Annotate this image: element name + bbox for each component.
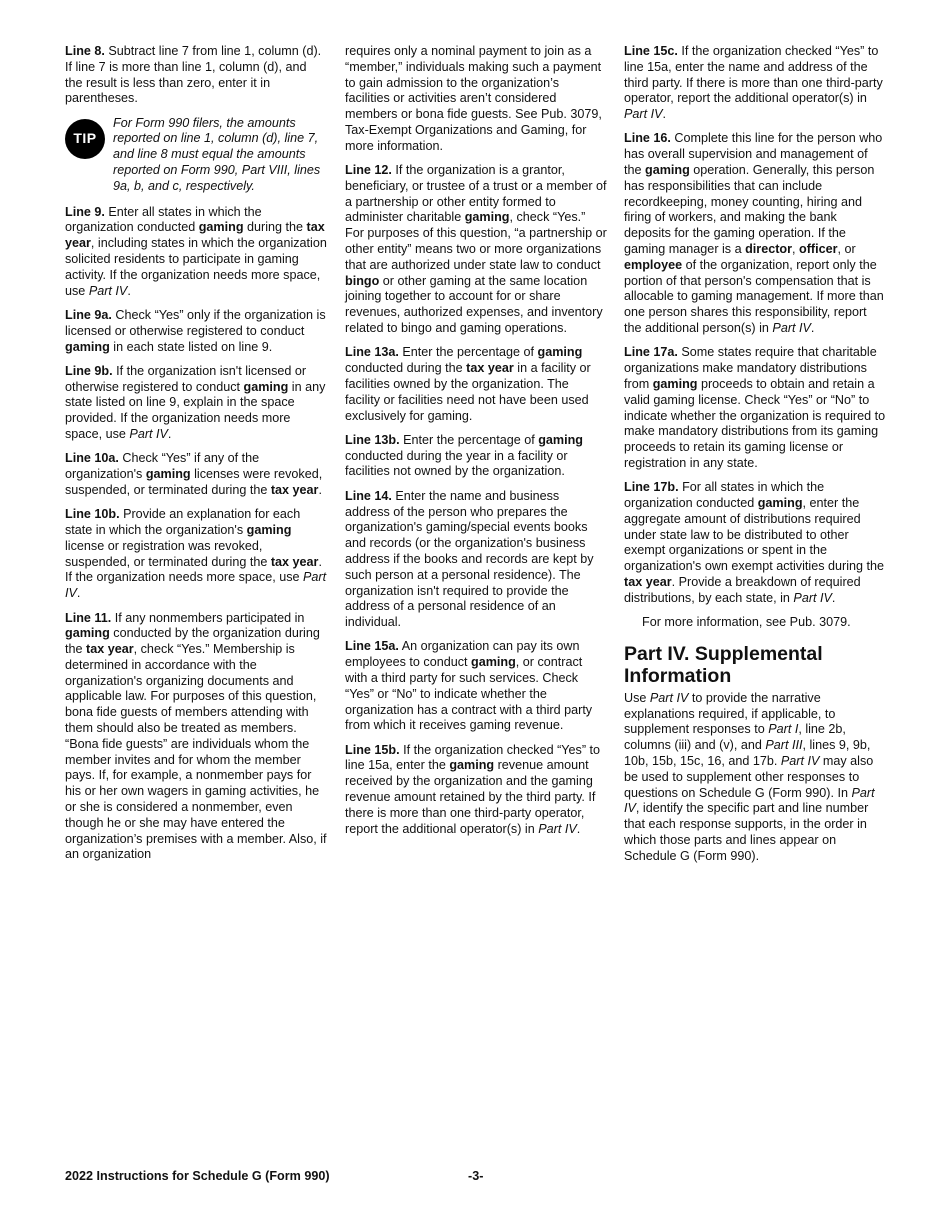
italic-reference: Part IV bbox=[65, 570, 327, 601]
text-segment: Part IV. Supplemental Information bbox=[624, 642, 823, 687]
bold-term: Line 12. bbox=[345, 163, 392, 178]
instruction-paragraph bbox=[345, 489, 607, 631]
bold-term: Line 15a. bbox=[345, 639, 399, 654]
bold-term: gaming bbox=[757, 496, 803, 511]
bold-term: gaming bbox=[246, 523, 292, 538]
text-segment: licenses were revoked, suspended, or terminated during the bbox=[65, 467, 323, 497]
instruction-paragraph bbox=[624, 480, 886, 606]
bold-term: gaming bbox=[145, 467, 191, 482]
tip-icon: TIP bbox=[65, 119, 105, 159]
text-segment: . If the organization needs more space, use bbox=[65, 554, 322, 585]
bold-term: gaming bbox=[537, 345, 583, 360]
footer-document-title: 2022 Instructions for Schedule G (Form 990) bbox=[65, 1169, 330, 1183]
bold-term: bingo bbox=[345, 273, 380, 288]
text-segment: , check “Yes.” For purposes of this question, “a partnership or other entity” means two or more organizations that are authorized under state law to conduct bbox=[345, 210, 607, 272]
text-segment: . bbox=[318, 482, 322, 497]
bold-term: Line 17b. bbox=[624, 480, 679, 495]
bold-term: Line 9b. bbox=[65, 363, 113, 378]
text-segment: If any nonmembers participated in bbox=[111, 610, 305, 625]
text-segment: Complete this line for the person who has overall supervision and management of the bbox=[624, 131, 883, 178]
bold-term: Line 15b. bbox=[345, 742, 400, 757]
instruction-paragraph bbox=[65, 611, 327, 864]
text-segment: . bbox=[662, 107, 666, 122]
text-segment: , identify the specific part and line number that each response supports, in the order in which those parts and lines appear on Schedule G (Form 990). bbox=[624, 801, 869, 863]
text-segment: An organization can pay its own employees to conduct bbox=[345, 639, 580, 670]
instruction-paragraph bbox=[65, 507, 327, 602]
italic-reference: Part IV bbox=[624, 785, 875, 816]
text-segment: Subtract line 7 from line 1, column (d). If line 7 is more than line 1, column (d), and the result is less than zero, enter it in parentheses. bbox=[65, 44, 322, 106]
bold-term: Line 13a. bbox=[345, 345, 399, 360]
italic-reference: Part IV bbox=[649, 690, 689, 705]
text-segment: For more information, see Pub. 3079. bbox=[642, 615, 851, 630]
text-segment: Use bbox=[624, 690, 650, 705]
text-segment: during the bbox=[243, 220, 307, 235]
text-segment: , line 2b, columns (iii) and (v), and bbox=[624, 722, 846, 753]
text-segment: , or bbox=[837, 242, 856, 257]
text-segment: Check “Yes” if any of the organization's bbox=[65, 451, 260, 482]
footer-page-number: -3- bbox=[468, 1169, 484, 1183]
text-segment: . bbox=[831, 590, 836, 605]
instruction-paragraph bbox=[345, 44, 607, 155]
bold-term: tax year bbox=[466, 361, 514, 376]
text-segment: in a facility or facilities owned by the organization. The facility or facilities need not have been used exclusively for gaming. bbox=[345, 361, 591, 423]
text-segment: in each state listed on line 9. bbox=[109, 339, 273, 354]
text-segment: to provide the narrative explanations required, if applicable, to supplement responses to bbox=[624, 690, 836, 737]
bold-term: Line 14. bbox=[345, 488, 392, 503]
text-segment: Enter the percentage of bbox=[399, 432, 539, 447]
tip-text bbox=[113, 116, 327, 195]
bold-term: gaming bbox=[652, 376, 698, 391]
bold-term: tax year bbox=[86, 642, 134, 657]
instruction-paragraph bbox=[65, 205, 327, 300]
bold-term: gaming bbox=[538, 432, 583, 447]
tip-callout bbox=[65, 116, 327, 195]
text-segment: . bbox=[167, 427, 172, 442]
bold-term: Line 9. bbox=[65, 204, 105, 219]
text-segment: Enter the percentage of bbox=[398, 345, 538, 360]
text-segment: . bbox=[76, 586, 81, 601]
bold-term: gaming bbox=[198, 220, 244, 235]
italic-reference: Part III bbox=[765, 738, 803, 753]
bold-term: tax year bbox=[270, 482, 319, 497]
text-segment: For all states in which the organization conducted bbox=[624, 480, 825, 511]
bold-term: gaming bbox=[471, 655, 516, 670]
text-segment: conducted during the bbox=[345, 361, 467, 376]
text-segment: If the organization checked “Yes” to line 15a, enter the bbox=[345, 742, 601, 773]
instruction-paragraph bbox=[345, 433, 607, 480]
text-segment: Some states require that charitable organizations make mandatory distributions from bbox=[624, 345, 877, 391]
bold-term: gaming bbox=[464, 210, 510, 225]
italic-reference: Part IV bbox=[129, 427, 168, 442]
bold-term: tax year bbox=[624, 575, 672, 589]
text-segment: , check “Yes.” Membership is determined in accordance with the organization's organizing documents and applicable law. For purposes of this question, bona fide guests of members attending with them should also be treated as members. “Bona fide guests” are individuals whom the member invites and for whom the member pays. If, for example, a nonmember pays for his or her own wagers in gaming activities, he or she is considered a nonmember, even though he or she may have entered the organization’s premises with a member. Also, if an organization bbox=[65, 642, 327, 862]
italic-reference: Part IV bbox=[793, 590, 832, 605]
italic-reference: Part IV bbox=[780, 754, 820, 769]
bold-term: tax year bbox=[65, 220, 325, 251]
italic-reference: Part IV bbox=[772, 321, 811, 336]
text-segment: Provide an explanation for each state in which the organization's bbox=[65, 507, 301, 538]
bold-term: Line 15c. bbox=[624, 44, 678, 58]
text-segment: . Provide a breakdown of required distributions, by each state, in bbox=[624, 575, 861, 605]
bold-term: Line 17a. bbox=[624, 345, 678, 360]
text-segment: For Form 990 filers, the amounts reported on line 1, column (d), line 7, and line 8 must equal the amounts reported on Form 990, Part VIII, lines 9a, b, and c, respectively. bbox=[113, 115, 321, 193]
text-segment: , or contract with a third party for such services. Check “Yes” or “No” to indicate whether the organization has a contract with a third party from which it receives gaming revenue. bbox=[345, 655, 593, 733]
text-segment: in any state listed on line 9, explain in the space provided. If the organization needs more space, use bbox=[65, 379, 326, 442]
instruction-paragraph bbox=[345, 639, 607, 734]
instruction-paragraph bbox=[65, 364, 327, 443]
text-segment: . bbox=[810, 321, 815, 336]
bold-term: tax year bbox=[270, 554, 319, 569]
text-segment: proceeds to obtain and retain a valid gaming license. Check “Yes” or “No” to indicate whether the organization is required to make mandatory distributions from its gaming proceeds to retain its gaming license or registration in any state. bbox=[624, 376, 886, 470]
bold-term: Line 11. bbox=[65, 610, 112, 625]
text-segment: , enter the aggregate amount of distributions required under state law to be distributed to other exempt organizations or spent in the organization's own exempt activities during the bbox=[624, 496, 885, 574]
text-segment: Enter the name and business address of the person who prepares the organization's gaming/special events books and records (or the organization's business address if the books and records are kept by such person at a personal residence). The organization isn't required to provide the address of a personal residence of an individual. bbox=[345, 488, 594, 630]
text-segment: operation. Generally, this person has responsibilities that can include recordkeeping, money counting, hiring and firing of workers, and making the bank deposits for the gaming operation. If the gaming manager is a bbox=[624, 163, 875, 257]
instruction-paragraph bbox=[65, 44, 327, 107]
column-2 bbox=[345, 44, 607, 846]
bold-term: director bbox=[745, 242, 792, 257]
bold-term: gaming bbox=[65, 339, 110, 354]
text-segment: If the organization is a grantor, beneficiary, or trustee of a trust or a member of a partnership or other entity formed to administer charitable bbox=[345, 163, 607, 225]
text-segment: , bbox=[792, 242, 799, 257]
text-segment: may also be used to supplement other responses to questions on Schedule G (Form 990). In bbox=[624, 754, 874, 800]
italic-reference: Part IV bbox=[88, 283, 128, 298]
italic-reference: Part I bbox=[768, 722, 799, 737]
instruction-paragraph bbox=[345, 345, 607, 424]
text-segment: revenue amount received by the organization and the gaming revenue amount retained by the third party. If there is more than one third-party operator, report the additional operator(s) in bbox=[345, 758, 596, 836]
text-segment: requires only a nominal payment to join as a “member,” individuals making such a payment to gain admission to the organization’s facilities or activities aren’t considered members or bona fide guests. See Pub. 3079, Tax-Exempt Organizations and Gaming, for more information. bbox=[345, 44, 602, 153]
bold-term: Line 9a. bbox=[65, 307, 112, 322]
instruction-paragraph bbox=[65, 451, 327, 498]
text-segment: license or registration was revoked, suspended, or terminated during the bbox=[65, 538, 271, 569]
bold-term: Line 16. bbox=[624, 131, 671, 146]
bold-term: Line 8. bbox=[65, 44, 105, 58]
section-heading bbox=[624, 643, 886, 687]
column-1 bbox=[65, 44, 327, 872]
text-segment: . bbox=[127, 283, 131, 298]
bold-term: officer bbox=[799, 242, 838, 257]
instruction-paragraph bbox=[624, 615, 886, 631]
instruction-paragraph bbox=[345, 163, 607, 337]
column-3 bbox=[624, 44, 886, 873]
italic-reference: Part IV bbox=[624, 107, 663, 122]
instruction-paragraph bbox=[624, 345, 886, 471]
instruction-paragraph bbox=[624, 691, 886, 865]
text-segment: Check “Yes” only if the organization is licensed or otherwise registered to conduct bbox=[65, 307, 326, 338]
bold-term: gaming bbox=[449, 758, 495, 773]
text-segment: conducted during the year in a facility or facilities not owned by the organization. bbox=[345, 448, 568, 479]
instruction-paragraph bbox=[624, 131, 886, 336]
instruction-paragraph bbox=[65, 308, 327, 355]
instruction-paragraph bbox=[345, 743, 607, 838]
bold-term: employee bbox=[624, 257, 683, 272]
text-segment: If the organization isn't licensed or otherwise registered to conduct bbox=[65, 363, 307, 394]
bold-term: Line 13b. bbox=[345, 432, 400, 447]
text-segment: of the organization, report only the portion of that person's compensation that is allocable to gaming management. If more than one person shares this responsibility, report the additional person(s) in bbox=[624, 257, 884, 336]
bold-term: gaming bbox=[243, 379, 289, 394]
bold-term: gaming bbox=[645, 163, 690, 178]
text-segment: or other gaming at the same location joining together to account for or share revenues, authorized expenses, and inventory related to bingo and gaming operations. bbox=[345, 273, 603, 336]
instruction-paragraph bbox=[624, 44, 886, 123]
bold-term: gaming bbox=[65, 626, 110, 641]
text-segment: . bbox=[576, 821, 581, 836]
text-segment: , including states in which the organization solicited residents to participate in gaming activity. If the organization needs more space, use bbox=[65, 236, 327, 298]
text-segment: Enter all states in which the organization conducted bbox=[65, 204, 262, 235]
text-segment: , lines 9, 9b, 10b, 15b, 15c, 16, and 17b. bbox=[624, 738, 871, 769]
text-segment: conducted by the organization during the bbox=[65, 626, 320, 657]
bold-term: Line 10a. bbox=[65, 451, 119, 466]
text-segment: If the organization checked “Yes” to line 15a, enter the name and address of the third party. If there is more than one third-party operator, report the additional operator(s) in bbox=[624, 44, 883, 106]
bold-term: Line 10b. bbox=[65, 507, 120, 522]
italic-reference: Part IV bbox=[538, 821, 577, 836]
